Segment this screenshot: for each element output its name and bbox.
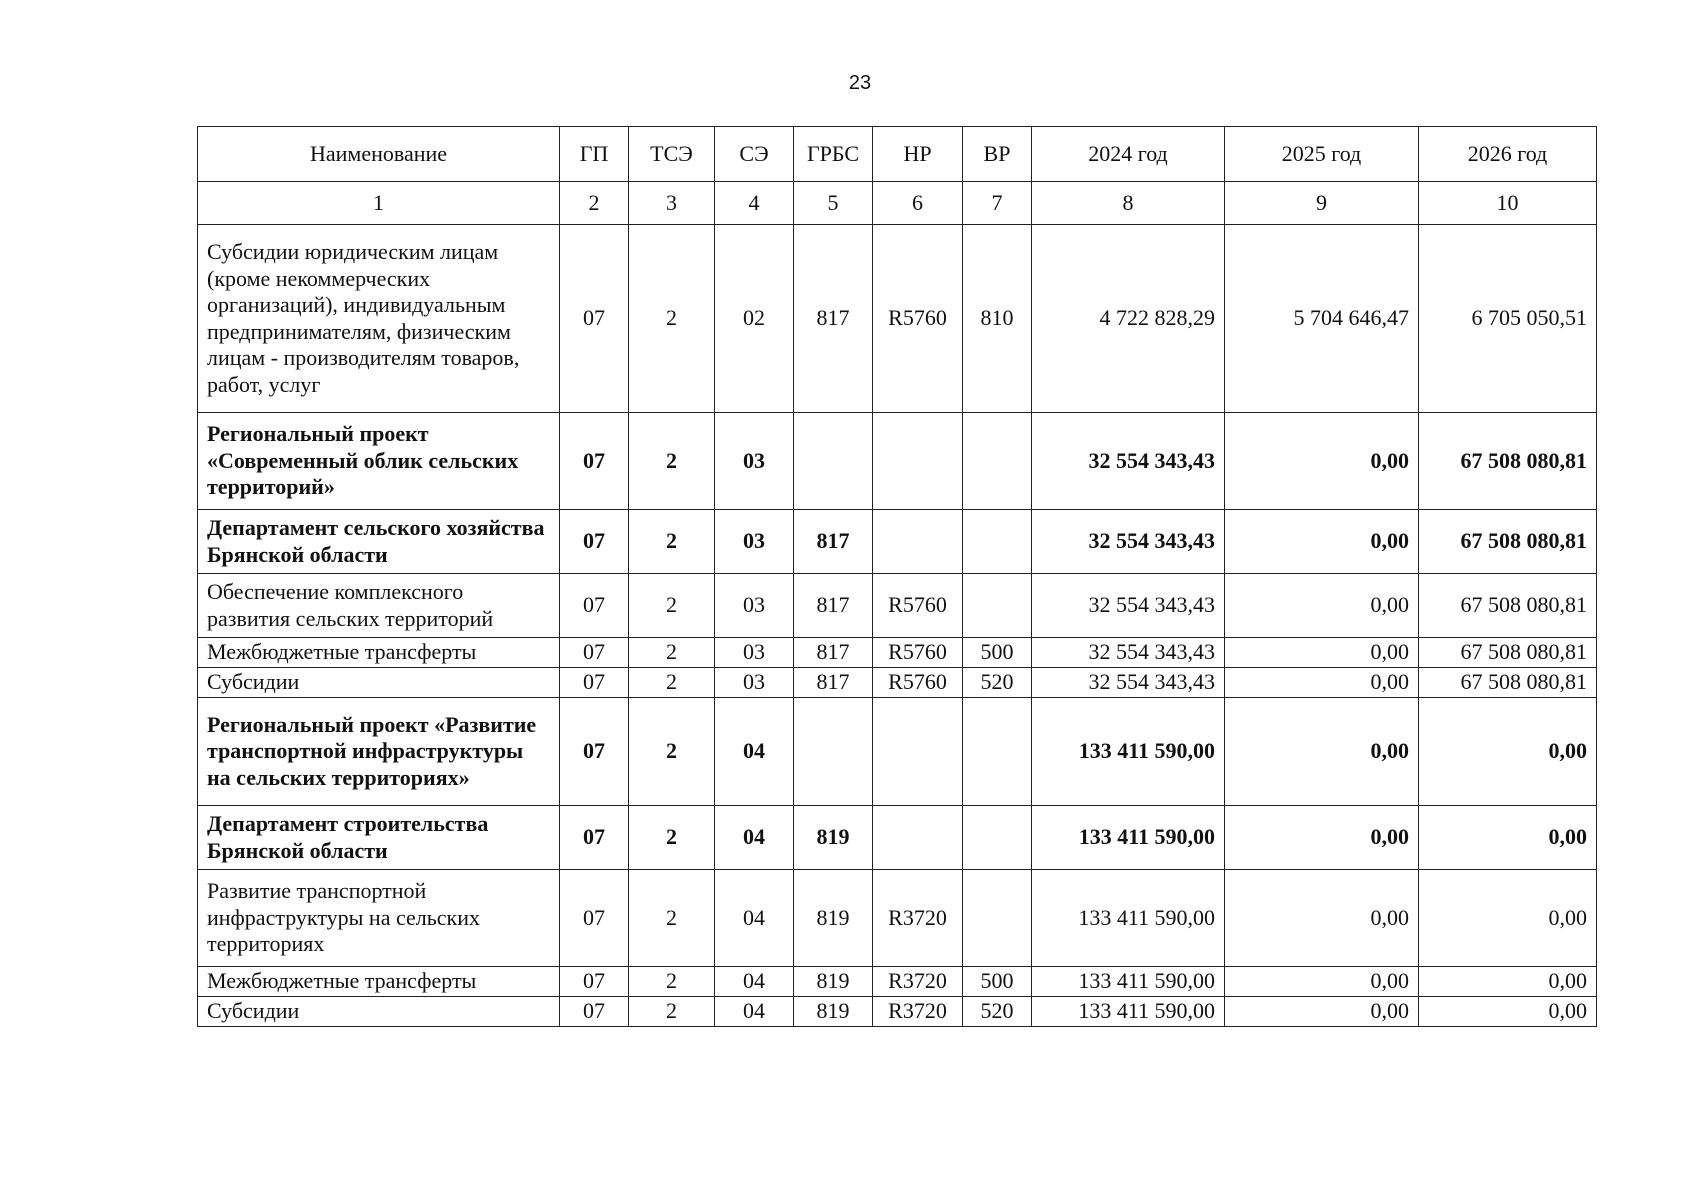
row-nr: R5760 — [873, 225, 963, 413]
row-tse: 2 — [629, 574, 715, 638]
column-number: 1 — [198, 182, 560, 225]
row-tse: 2 — [629, 698, 715, 806]
row-amount-2024: 4 722 828,29 — [1032, 225, 1225, 413]
row-gp: 07 — [560, 698, 629, 806]
row-vr — [963, 574, 1032, 638]
header-2026: 2026 год — [1419, 127, 1597, 182]
row-grbs: 819 — [794, 806, 873, 870]
row-nr — [873, 806, 963, 870]
row-tse: 2 — [629, 638, 715, 668]
row-grbs: 817 — [794, 668, 873, 698]
column-number: 6 — [873, 182, 963, 225]
row-tse: 2 — [629, 413, 715, 510]
row-amount-2025: 0,00 — [1225, 574, 1419, 638]
row-gp: 07 — [560, 967, 629, 997]
row-amount-2025: 0,00 — [1225, 806, 1419, 870]
row-amount-2026: 67 508 080,81 — [1419, 638, 1597, 668]
row-se: 03 — [715, 668, 794, 698]
table-row — [198, 510, 1597, 574]
row-amount-2026: 0,00 — [1419, 698, 1597, 806]
table-row — [198, 638, 1597, 668]
row-tse: 2 — [629, 870, 715, 967]
row-gp: 07 — [560, 225, 629, 413]
table-row — [198, 870, 1597, 967]
row-se: 04 — [715, 967, 794, 997]
row-tse: 2 — [629, 510, 715, 574]
row-amount-2026: 67 508 080,81 — [1419, 510, 1597, 574]
row-amount-2024: 133 411 590,00 — [1032, 967, 1225, 997]
row-name: Межбюджетные трансферты — [198, 638, 560, 668]
row-amount-2025: 0,00 — [1225, 510, 1419, 574]
row-tse: 2 — [629, 806, 715, 870]
row-vr — [963, 870, 1032, 967]
row-vr: 520 — [963, 668, 1032, 698]
row-gp: 07 — [560, 510, 629, 574]
column-number: 9 — [1225, 182, 1419, 225]
row-gp: 07 — [560, 870, 629, 967]
row-gp: 07 — [560, 997, 629, 1027]
column-number: 5 — [794, 182, 873, 225]
row-nr — [873, 510, 963, 574]
row-name: Департамент сельского хозяйства Брянской области — [198, 510, 560, 574]
row-vr: 500 — [963, 967, 1032, 997]
row-grbs — [794, 698, 873, 806]
header-2025: 2025 год — [1225, 127, 1419, 182]
row-grbs: 819 — [794, 967, 873, 997]
row-amount-2025: 0,00 — [1225, 870, 1419, 967]
row-se: 02 — [715, 225, 794, 413]
row-amount-2024: 32 554 343,43 — [1032, 413, 1225, 510]
column-number: 7 — [963, 182, 1032, 225]
row-grbs: 817 — [794, 574, 873, 638]
row-nr — [873, 698, 963, 806]
column-number: 2 — [560, 182, 629, 225]
row-amount-2025: 0,00 — [1225, 967, 1419, 997]
row-se: 04 — [715, 870, 794, 967]
row-amount-2024: 133 411 590,00 — [1032, 870, 1225, 967]
row-gp: 07 — [560, 574, 629, 638]
row-name: Обеспечение комплексного развития сельских территорий — [198, 574, 560, 638]
row-amount-2026: 67 508 080,81 — [1419, 574, 1597, 638]
row-nr — [873, 413, 963, 510]
row-se: 04 — [715, 997, 794, 1027]
row-gp: 07 — [560, 638, 629, 668]
header-nr: НР — [873, 127, 963, 182]
row-vr: 810 — [963, 225, 1032, 413]
header-gp: ГП — [560, 127, 629, 182]
row-gp: 07 — [560, 806, 629, 870]
row-grbs — [794, 413, 873, 510]
row-amount-2026: 0,00 — [1419, 806, 1597, 870]
row-gp: 07 — [560, 668, 629, 698]
row-amount-2024: 32 554 343,43 — [1032, 638, 1225, 668]
row-name: Субсидии юридическим лицам (кроме некоммерческих организаций), индивидуальным предпринимателям, физическим лицам - производителям товаров, работ, услуг — [198, 225, 560, 413]
row-grbs: 817 — [794, 638, 873, 668]
row-nr: R3720 — [873, 870, 963, 967]
row-se: 03 — [715, 413, 794, 510]
row-nr: R5760 — [873, 668, 963, 698]
table-row — [198, 574, 1597, 638]
row-name: Субсидии — [198, 668, 560, 698]
table-row — [198, 698, 1597, 806]
row-amount-2025: 0,00 — [1225, 997, 1419, 1027]
row-nr: R3720 — [873, 967, 963, 997]
row-se: 04 — [715, 698, 794, 806]
header-vr: ВР — [963, 127, 1032, 182]
row-nr: R3720 — [873, 997, 963, 1027]
row-grbs: 819 — [794, 870, 873, 967]
row-amount-2026: 67 508 080,81 — [1419, 668, 1597, 698]
row-vr: 520 — [963, 997, 1032, 1027]
row-amount-2025: 5 704 646,47 — [1225, 225, 1419, 413]
row-vr — [963, 806, 1032, 870]
row-amount-2025: 0,00 — [1225, 668, 1419, 698]
row-name: Развитие транспортной инфраструктуры на сельских территориях — [198, 870, 560, 967]
header-name: Наименование — [198, 127, 560, 182]
row-se: 03 — [715, 510, 794, 574]
row-amount-2024: 133 411 590,00 — [1032, 997, 1225, 1027]
row-nr: R5760 — [873, 638, 963, 668]
header-row — [198, 127, 1597, 182]
row-se: 04 — [715, 806, 794, 870]
row-name: Региональный проект «Современный облик сельских территорий» — [198, 413, 560, 510]
row-se: 03 — [715, 574, 794, 638]
column-number: 10 — [1419, 182, 1597, 225]
row-grbs: 817 — [794, 510, 873, 574]
header-se: СЭ — [715, 127, 794, 182]
row-vr — [963, 413, 1032, 510]
row-amount-2024: 32 554 343,43 — [1032, 574, 1225, 638]
row-tse: 2 — [629, 225, 715, 413]
row-amount-2024: 32 554 343,43 — [1032, 510, 1225, 574]
table-row — [198, 668, 1597, 698]
row-vr — [963, 698, 1032, 806]
page-number: 23 — [848, 72, 872, 94]
column-number: 3 — [629, 182, 715, 225]
budget-table — [197, 126, 1597, 1027]
header-tse: ТСЭ — [629, 127, 715, 182]
row-amount-2024: 32 554 343,43 — [1032, 668, 1225, 698]
row-vr — [963, 510, 1032, 574]
row-tse: 2 — [629, 997, 715, 1027]
table-row — [198, 806, 1597, 870]
column-number-row — [198, 182, 1597, 225]
row-tse: 2 — [629, 967, 715, 997]
row-vr: 500 — [963, 638, 1032, 668]
row-amount-2026: 0,00 — [1419, 870, 1597, 967]
row-amount-2026: 0,00 — [1419, 967, 1597, 997]
row-amount-2025: 0,00 — [1225, 413, 1419, 510]
row-amount-2025: 0,00 — [1225, 638, 1419, 668]
row-amount-2024: 133 411 590,00 — [1032, 698, 1225, 806]
column-number: 4 — [715, 182, 794, 225]
row-name: Субсидии — [198, 997, 560, 1027]
row-nr: R5760 — [873, 574, 963, 638]
row-se: 03 — [715, 638, 794, 668]
row-name: Межбюджетные трансферты — [198, 967, 560, 997]
table-row — [198, 413, 1597, 510]
row-tse: 2 — [629, 668, 715, 698]
row-grbs: 819 — [794, 997, 873, 1027]
row-grbs: 817 — [794, 225, 873, 413]
row-amount-2025: 0,00 — [1225, 698, 1419, 806]
header-2024: 2024 год — [1032, 127, 1225, 182]
table-row — [198, 967, 1597, 997]
row-name: Департамент строительства Брянской области — [198, 806, 560, 870]
row-gp: 07 — [560, 413, 629, 510]
row-amount-2026: 67 508 080,81 — [1419, 413, 1597, 510]
row-name: Региональный проект «Развитие транспортной инфраструктуры на сельских территориях» — [198, 698, 560, 806]
row-amount-2024: 133 411 590,00 — [1032, 806, 1225, 870]
row-amount-2026: 6 705 050,51 — [1419, 225, 1597, 413]
header-grbs: ГРБС — [794, 127, 873, 182]
table-row — [198, 225, 1597, 413]
column-number: 8 — [1032, 182, 1225, 225]
row-amount-2026: 0,00 — [1419, 997, 1597, 1027]
table-row — [198, 997, 1597, 1027]
